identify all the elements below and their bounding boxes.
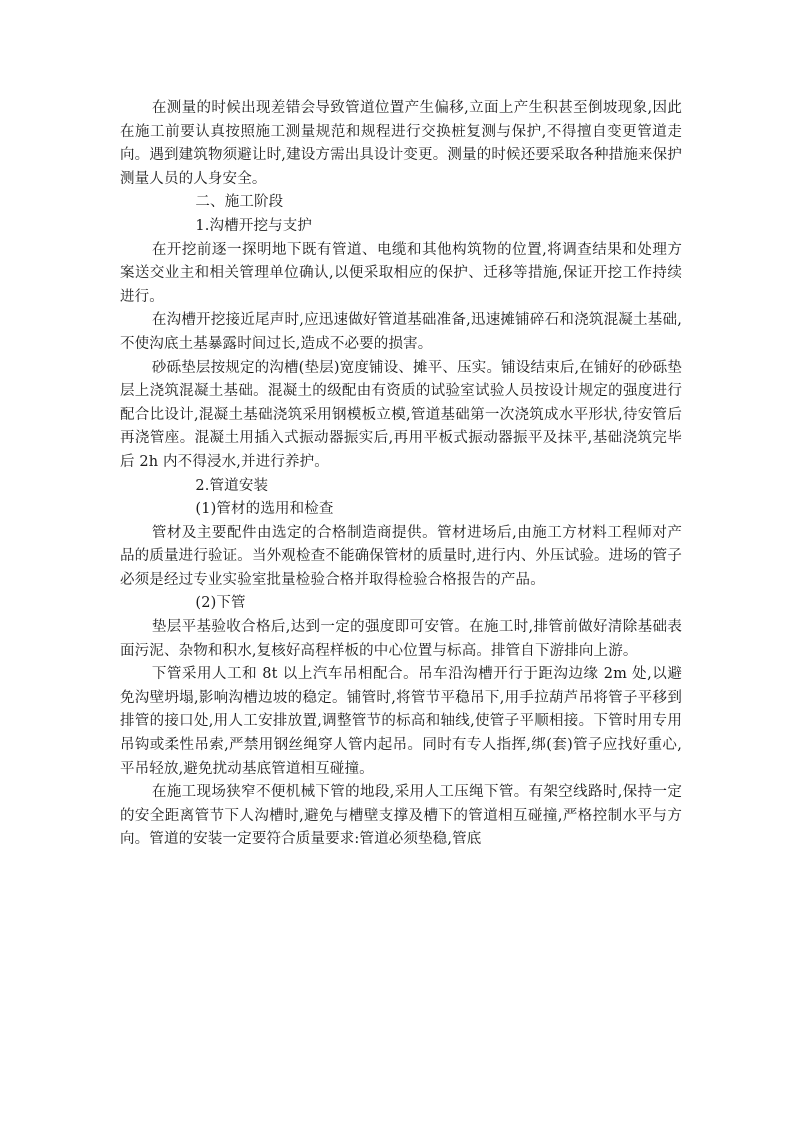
- paragraph-pre-excavation-survey: 在开挖前逐一探明地下既有管道、电缆和其他构筑物的位置,将调查结果和处理方案送交业主和相关管理单位确认,以便采取相应的保护、迁移等措施,保证开挖工作持续进行。: [120, 241, 682, 305]
- paragraph-pipe-inspection: 管材及主要配件由选定的合格制造商提供。管材进场后,由施工方材料工程师对产品的质量进行验证。当外观检查不能确保管材的质量时,进行内、外压试验。进场的管子必须是经过专业实验室批量检验合格并取得检验合格报告的产品。: [120, 524, 682, 588]
- paragraph-cushion-acceptance: 垫层平基验收合格后,达到一定的强度即可安管。在施工时,排管前做好清除基础表面污泥、杂物和积水,复核好高程样板的中心位置与标高。排管自下游排向上游。: [120, 619, 682, 659]
- subheading-pipe-installation: 2.管道安装: [195, 477, 269, 494]
- paragraph-trench-completion: 在沟槽开挖接近尾声时,应迅速做好管道基础准备,迅速摊铺碎石和浇筑混凝土基础,不使沟底土基暴露时间过长,造成不必要的损害。: [120, 312, 682, 352]
- paragraph-gravel-cushion: 砂砾垫层按规定的沟槽(垫层)宽度铺设、摊平、压实。铺设结束后,在铺好的砂砾垫层上浇筑混凝土基础。混凝土的级配由有资质的试验室试验人员按设计规定的强度进行配合比设计,混凝土基础浇筑采用钢模板立模,管道基础第一次浇筑成水平形状,待安管后再浇管座。混凝土用插入式振动器振实后,再用平板式振动器振平及抹平,基础浇筑完毕后 2h 内不得浸水,并进行养护。: [120, 359, 682, 470]
- section-heading-construction-stage: 二、施工阶段: [195, 194, 284, 211]
- paragraph-manual-lowering: 在施工现场狭窄不便机械下管的地段,采用人工压绳下管。有架空线路时,保持一定的安全距离管节下人沟槽时,避免与槽壁支撑及槽下的管道相互碰撞,严格控制水平与方向。管道的安装一定要符合质量要求:管道必须垫稳,管底: [120, 784, 682, 848]
- subheading-pipe-lowering: (2)下管: [195, 595, 246, 612]
- paragraph-survey-errors: 在测量的时候出现差错会导致管道位置产生偏移,立面上产生积甚至倒坡现象,因此在施工前要认真按照施工测量规范和规程进行交换桩复测与保护,不得擅自变更管道走向。遇到建筑物须避让时,建设方需出具设计变更。测量的时候还要采取各种措施来保护测量人员的人身安全。: [120, 100, 682, 187]
- document-body: [120, 97, 682, 852]
- subheading-pipe-selection: (1)管材的选用和检查: [195, 501, 334, 518]
- subheading-trench-excavation: 1.沟槽开挖与支护: [195, 217, 313, 234]
- paragraph-crane-lowering: 下管采用人工和 8t 以上汽车吊相配合。吊车沿沟槽开行于距沟边缘 2m 处,以避免沟壁坍塌,影响沟槽边坡的稳定。铺管时,将管节平稳吊下,用手拉葫芦吊将管子平移到排管的接口处,用人工安排放置,调整管节的标高和轴线,使管子平顺相接。下管时用专用吊钩或柔性吊索,严禁用钢丝绳穿人管内起吊。同时有专人指挥,绑(套)管子应找好重心,平吊轻放,避免扰动基底管道相互碰撞。: [120, 666, 682, 777]
